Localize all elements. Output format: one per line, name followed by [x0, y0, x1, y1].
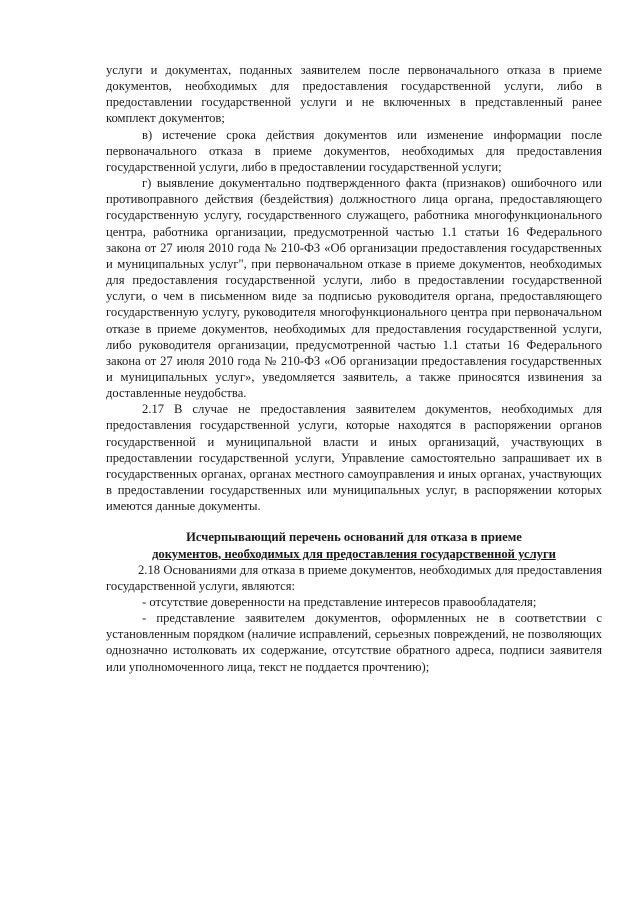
document-body-continued: [106, 562, 602, 675]
paragraph: 2.17 В случае не предоставления заявителем документов, необходимых для предоставления государственной услуги, которые находятся в распоряжении органов государственной и муниципальной власти и иных организаций, участвующих в предоставлении государственной услуги, Управление самостоятельно запрашивает их в государственных органах, органах местного самоуправления и иных органах, участвующих в предоставлении государственных или муниципальных услуг, в распоряжении которых имеются данные документы.: [106, 402, 602, 514]
section-heading-line-1: Исчерпывающий перечень оснований для отказа в приеме: [186, 530, 522, 545]
paragraph: - представление заявителем документов, оформленных не в соответствии с установленным порядком (наличие исправлений, серьезных повреждений, не позволяющих однозначно истолковать их содержание, отсутствие обратного адреса, подписи заявителя или уполномоченного лица, текст не поддается прочтению);: [106, 611, 602, 674]
section-heading: [106, 529, 602, 561]
document-body: [106, 62, 602, 514]
paragraph: в) истечение срока действия документов или изменение информации после первоначального отказа в приеме документов, необходимых для предоставления государственной услуги, либо в предоставлении государственной услуги;: [106, 127, 602, 174]
document-page: [106, 62, 602, 675]
section-heading-line-2: документов, необходимых для предоставления государственной услуги: [152, 546, 556, 561]
paragraph: 2.18 Основаниями для отказа в приеме документов, необходимых для предоставления государственной услуги, являются:: [106, 562, 602, 593]
paragraph: - отсутствие доверенности на представление интересов правообладателя;: [142, 595, 537, 609]
paragraph: услуги и документах, поданных заявителем после первоначального отказа в приеме документов, необходимых для предоставления государственной услуги, либо в предоставлении государственной услуги и не включенных в представленный ранее комплект документов;: [106, 63, 602, 126]
paragraph: г) выявление документально подтвержденного факта (признаков) ошибочного или противоправного действия (бездействия) должностного лица органа, предоставляющего государственную услугу, государственного служащего, работника многофункционального центра, работника организации, предусмотренной частью 1.1 статьи 16 Федерального закона от 27 июля 2010 года № 210-ФЗ «Об организации предоставления государственных и муниципальных услуг", при первоначальном отказе в приеме документов, необходимых для предоставления государственной услуги, либо в предоставлении государственной услуги, о чем в письменном виде за подписью руководителя органа, предоставляющего государственную услугу, руководителя многофункционального центра при первоначальном отказе в приеме документов, необходимых для предоставления государственной услуги, либо руководителя организации, предусмотренной частью 1.1 статьи 16 Федерального закона от 27 июля 2010 года № 210-ФЗ «Об организации предоставления государственных и муниципальных услуг», уведомляется заявитель, а также приносятся извинения за доставленные неудобства.: [106, 176, 602, 401]
